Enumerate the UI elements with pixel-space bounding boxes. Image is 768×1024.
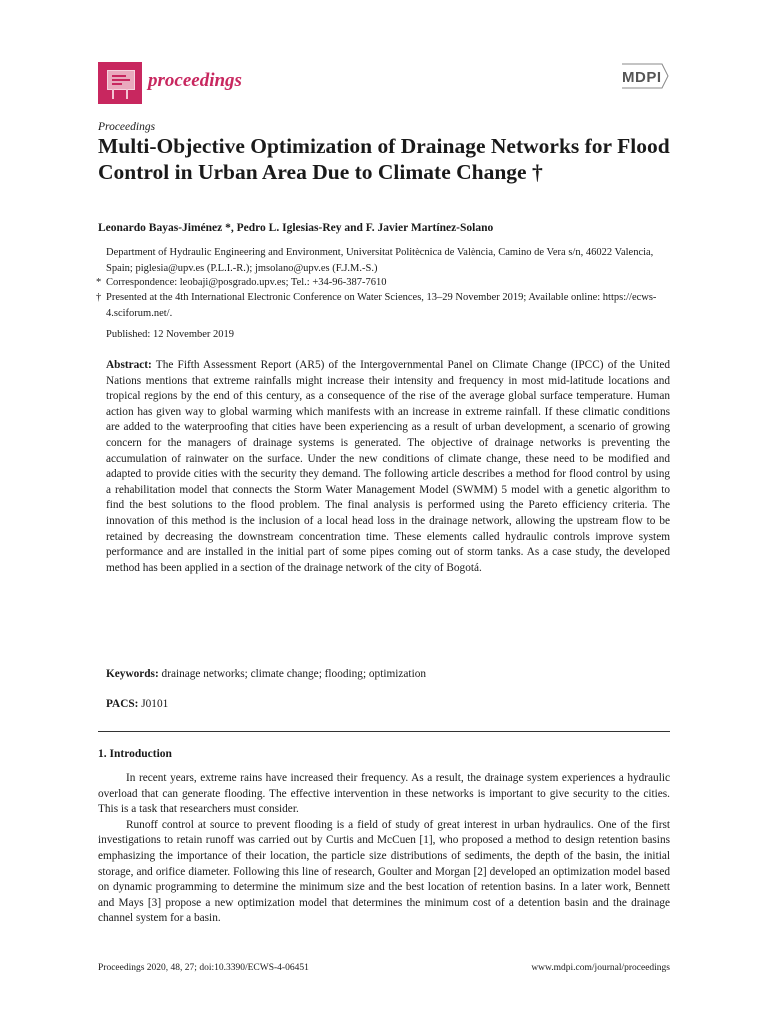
article-title: Multi-Objective Optimization of Drainage Networks for Flood Control in Urban Area Due to Climate Change † bbox=[98, 134, 670, 184]
abstract-text: The Fifth Assessment Report (AR5) of the Intergovernmental Panel on Climate Change (IPCC) of the United Nations mentions that extreme rainfalls might increase their intensity and frequency in most mid-latitude locations and tropical regions by the end of this century, as a consequence of the rise of the average global surface temperature. Human action has given way to global warming which manifests with an increase in extreme rainfall. If these climatic conditions are added to the waterproofing that cities have been experiencing as a result of urban development, a scenario of growing concern for the managers of drainage systems is generated. The objective of drainage networks is preventing the accumulation of rainwater on the surface. Under the new conditions of climate change, these need to be modified and adapted to provide cities with the security they demand. The following article describes a method for flood control by using a rehabilitation model that connects the Storm Water Management Model (SWMM) 5 model with a genetic algorithm to find the best solutions to the flood problem. The final analysis is performed using the Pareto efficiency criteria. The innovation of this method is the inclusion of a local head loss in the drainage network, allowing the upstream flow to be retained by decreasing the downstream concentration time. These elements called hydraulic controls improve system performance and are installed in the initial part of some pipes coming out of storm tanks. As a case study, the developed method has been applied in a section of the drainage network of the city of Bogotá. bbox=[106, 359, 670, 574]
keywords bbox=[106, 667, 670, 683]
presented-note bbox=[96, 290, 666, 321]
correspondence-note bbox=[96, 275, 666, 291]
footer-citation: Proceedings 2020, 48, 27; doi:10.3390/ECWS-4-06451 bbox=[98, 963, 309, 973]
pacs-text: J0101 bbox=[141, 698, 169, 710]
section-divider bbox=[98, 731, 670, 732]
keywords-text: drainage networks; climate change; flooding; optimization bbox=[161, 668, 427, 680]
correspondence-text: Correspondence: leobaji@posgrado.upv.es; Tel.: +34-96-387-7610 bbox=[106, 277, 387, 288]
proceedings-logo-icon bbox=[98, 62, 142, 104]
journal-brand: proceedings bbox=[148, 70, 242, 91]
footer-url[interactable]: www.mdpi.com/journal/proceedings bbox=[531, 963, 670, 973]
correspondence-mark: * bbox=[96, 277, 102, 288]
introduction-body bbox=[98, 771, 670, 927]
publisher-logo: MDPI bbox=[622, 69, 662, 86]
abstract-label: Abstract: bbox=[106, 359, 152, 371]
intro-paragraph-1: In recent years, extreme rains have increased their frequency. As a result, the drainage system experiences a hydraulic overload that can generate flooding. The effective intervention in these networks is important to give security to the cities. This is a task that researchers must consider. bbox=[98, 772, 670, 816]
section-heading: 1. Introduction bbox=[98, 748, 172, 760]
intro-paragraph-2: Runoff control at source to prevent flooding is a field of study of great interest in urban hydraulics. One of the first investigations to retain runoff was carried out by Curtis and McCuen [1], who proposed a method to design retention basins emphasizing the importance of their location, the particle size distributions of sediments, the depth of the basin, the initial storage, and orifice diameter. Following this line of research, Goulter and Morgan [2] developed an optimization model based on dynamic programming to determine the minimum size and the best location of retention basins. In a later work, Bennett and Mays [3] propose a new optimization model that determines the minimum cost of a detention basin and the drainage channel system for a basin. bbox=[98, 818, 670, 925]
author-list: Leonardo Bayas-Jiménez *, Pedro L. Iglesias-Rey and F. Javier Martínez-Solano bbox=[98, 222, 494, 234]
keywords-label: Keywords: bbox=[106, 668, 159, 680]
presented-mark: † bbox=[96, 292, 102, 303]
abstract bbox=[106, 358, 670, 576]
journal-label: Proceedings bbox=[98, 121, 156, 133]
affiliation: Department of Hydraulic Engineering and Environment, Universitat Politècnica de València, Camino de Vera s/n, 46022 Valencia, Spain; piglesia@upv.es (P.L.I.-R.); jmsolano@upv.es (F.J.M.-S.) bbox=[106, 247, 654, 274]
pacs bbox=[106, 697, 670, 713]
published-date: Published: 12 November 2019 bbox=[106, 329, 235, 340]
presented-text: Presented at the 4th International Electronic Conference on Water Sciences, 13–29 November 2019; Available online: https://ecws-4.sciforum.net/. bbox=[106, 292, 657, 319]
pacs-label: PACS: bbox=[106, 698, 139, 710]
